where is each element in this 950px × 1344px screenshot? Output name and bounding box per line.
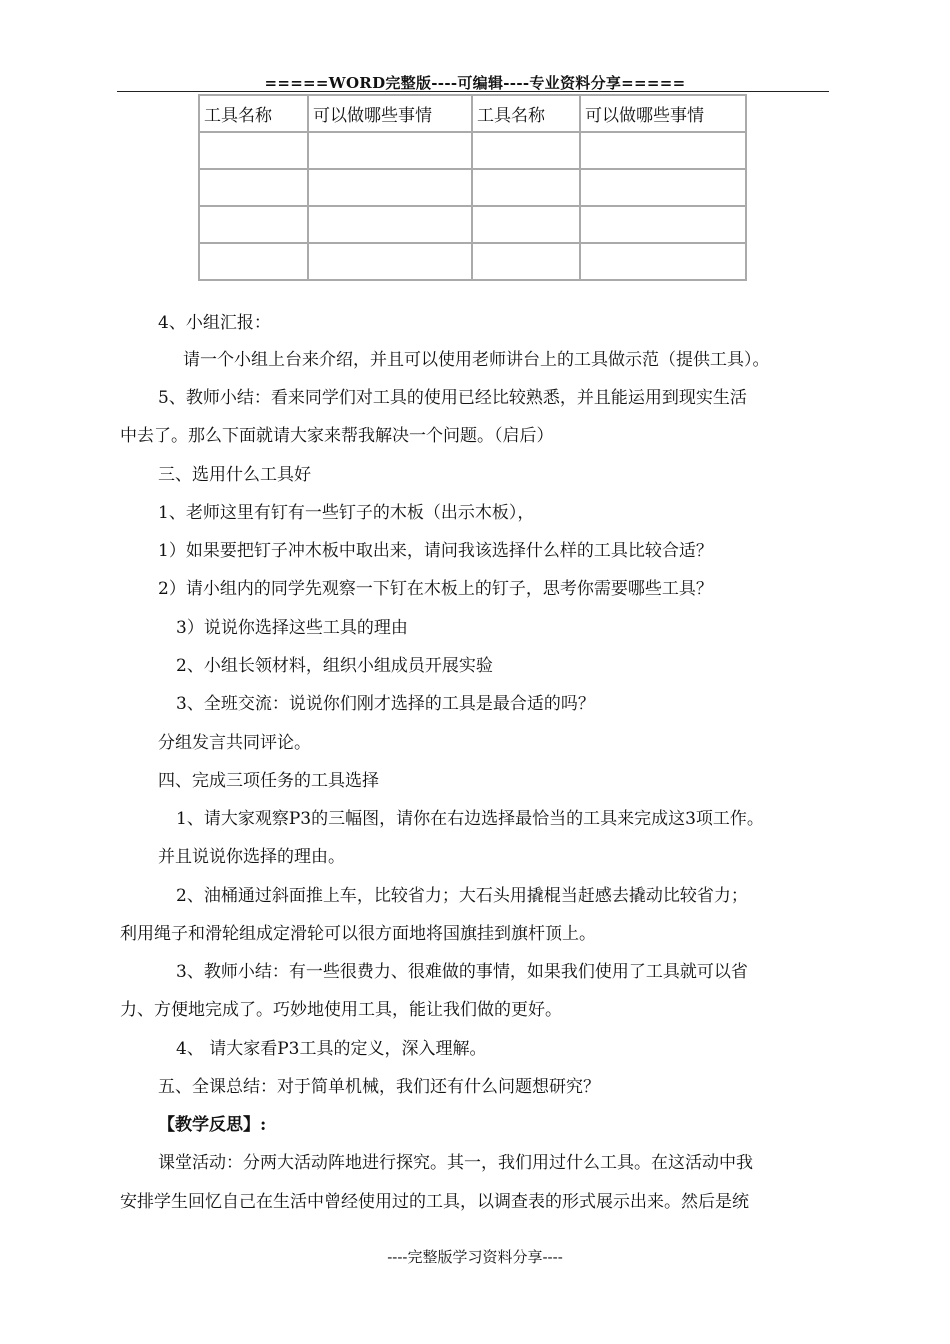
table-row	[199, 169, 746, 206]
table-cell	[472, 169, 580, 206]
table-cell	[580, 243, 746, 280]
paragraph-line: 分组发言共同评论。	[158, 733, 311, 753]
paragraph-line: 1、老师这里有钉有一些钉子的木板（出示木板），	[158, 503, 535, 523]
table-cell	[199, 206, 308, 243]
table-row	[199, 243, 746, 280]
table-cell	[580, 206, 746, 243]
paragraph-line: 4、 请大家看P3工具的定义，深入理解。	[176, 1039, 487, 1059]
table-header-cell: 可以做哪些事情	[580, 95, 746, 132]
table-header-row	[199, 95, 746, 132]
paragraph-line: 3）说说你选择这些工具的理由	[176, 618, 408, 638]
paragraph-line: 1、请大家观察P3的三幅图，请你在右边选择最恰当的工具来完成这3项工作。	[176, 809, 764, 829]
table-cell	[308, 169, 472, 206]
table-cell	[308, 206, 472, 243]
table-cell	[308, 243, 472, 280]
paragraph-line: 利用绳子和滑轮组成定滑轮可以很方面地将国旗挂到旗杆顶上。	[120, 924, 596, 944]
paragraph-line: 2、小组长领材料，组织小组成员开展实验	[176, 656, 493, 676]
page-header: =====WORD完整版----可编辑----专业资料分享=====	[264, 74, 686, 92]
section-heading: 【教学反思】:	[158, 1115, 267, 1135]
section-heading: 三、选用什么工具好	[158, 465, 311, 485]
paragraph-line: 5、教师小结：看来同学们对工具的使用已经比较熟悉，并且能运用到现实生活	[158, 388, 747, 408]
table-cell	[199, 243, 308, 280]
table-row	[199, 132, 746, 169]
table-cell	[580, 169, 746, 206]
table-row	[199, 206, 746, 243]
table-cell	[472, 206, 580, 243]
paragraph-line: 请一个小组上台来介绍，并且可以使用老师讲台上的工具做示范（提供工具）。	[183, 350, 770, 370]
paragraph-line: 课堂活动：分两大活动阵地进行探究。其一，我们用过什么工具。在这活动中我	[158, 1153, 753, 1173]
paragraph-line: 安排学生回忆自己在生活中曾经使用过的工具，以调查表的形式展示出来。然后是统	[120, 1192, 749, 1212]
table-header-cell: 工具名称	[199, 95, 308, 132]
paragraph-line: 并且说说你选择的理由。	[158, 847, 345, 867]
section-heading: 四、完成三项任务的工具选择	[158, 771, 379, 791]
paragraph-line: 中去了。那么下面就请大家来帮我解决一个问题。（启后）	[120, 426, 554, 446]
paragraph-line: 2、油桶通过斜面推上车，比较省力；大石头用撬棍当赶感去撬动比较省力；	[176, 886, 748, 906]
paragraph-line: 2）请小组内的同学先观察一下钉在木板上的钉子，思考你需要哪些工具？	[158, 579, 713, 599]
table-cell	[199, 169, 308, 206]
table-cell	[472, 132, 580, 169]
table-cell	[308, 132, 472, 169]
paragraph-line: 3、全班交流：说说你们刚才选择的工具是最合适的吗？	[176, 694, 595, 714]
paragraph-line: 3、教师小结：有一些很费力、很难做的事情，如果我们使用了工具就可以省	[176, 962, 748, 982]
paragraph-line: 1）如果要把钉子冲木板中取出来，请问我该选择什么样的工具比较合适？	[158, 541, 713, 561]
table-cell	[580, 132, 746, 169]
table-cell	[472, 243, 580, 280]
paragraph-line: 力、方便地完成了。巧妙地使用工具，能让我们做的更好。	[120, 1000, 562, 1020]
table-header-cell: 工具名称	[472, 95, 580, 132]
header-rule	[117, 91, 829, 92]
tools-table	[198, 94, 747, 281]
table-cell	[199, 132, 308, 169]
paragraph-line: 4、小组汇报：	[158, 313, 271, 333]
section-heading: 五、全课总结：对于简单机械，我们还有什么问题想研究？	[158, 1077, 600, 1097]
page-footer: ----完整版学习资料分享----	[387, 1248, 563, 1266]
table-header-cell: 可以做哪些事情	[308, 95, 472, 132]
